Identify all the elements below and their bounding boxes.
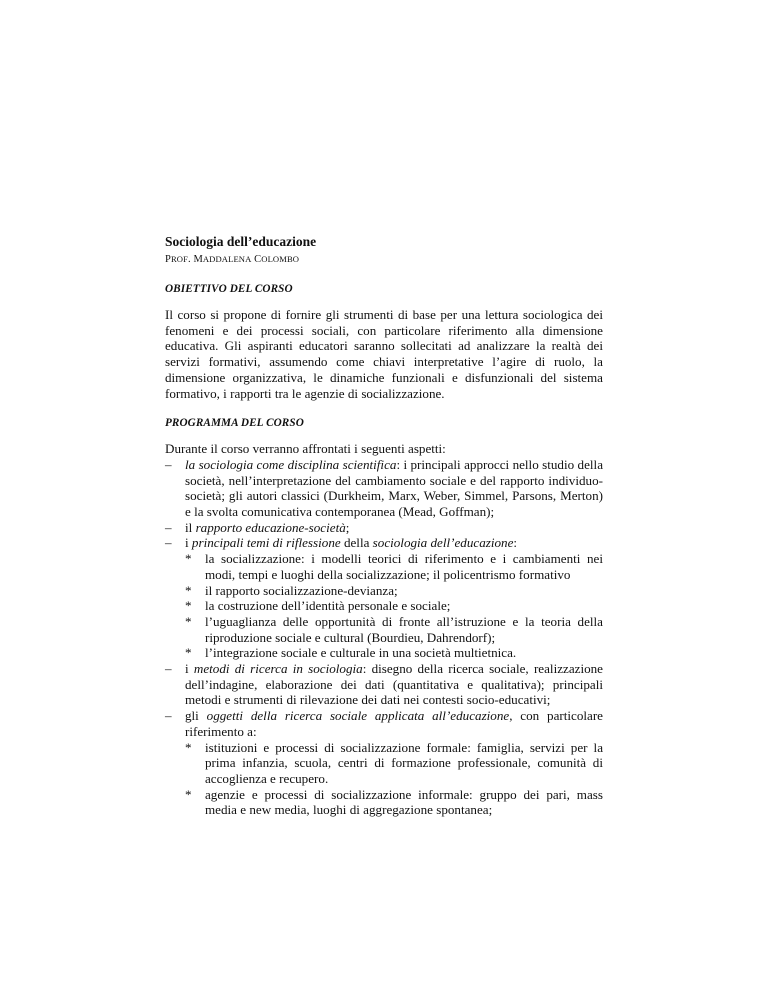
asterisk-bullet: * — [185, 551, 192, 567]
list-item: * il rapporto socializzazione-devianza; — [185, 582, 398, 598]
list-item: * l’uguaglianza delle opportunità di fronte all’istruzione e la teoria della riproduzione sociale e cultural (Bourdieu, Dahrendorf); — [185, 613, 603, 645]
dash-bullet: – — [165, 456, 172, 472]
asterisk-bullet: * — [185, 598, 192, 614]
course-title: Sociologia dell’educazione — [165, 234, 317, 249]
dash-bullet: – — [165, 519, 172, 535]
list-item: * la socializzazione: i modelli teorici di riferimento e i cambiamenti nei modi, tempi e luoghi della socializzazione; il policentrismo formativo — [185, 551, 603, 582]
list-item: * l’integrazione sociale e culturale in una società multietnica. — [185, 645, 517, 661]
asterisk-bullet: * — [185, 613, 192, 629]
list-item: – la sociologia come disciplina scientifica: i principali approcci nello studio della società, nell’interpretazione del cambiamento sociale e del rapporto individuo-società; gli autori classici (Durkheim, Marx, Weber, Simmel, Parsons, Merton) e la svolta comunicativa contemporanea (Mead, Goffman); — [165, 456, 604, 520]
asterisk-bullet: * — [185, 645, 192, 661]
list-item: * agenzie e processi di socializzazione informale: gruppo dei pari, mass media e new media, luoghi di aggregazione spontanea; — [185, 786, 603, 818]
list-item: * la costruzione dell’identità personale e sociale; — [185, 598, 451, 614]
asterisk-bullet: * — [185, 739, 192, 755]
program-list — [165, 457, 603, 818]
list-item: – il rapporto educazione-società; — [165, 519, 350, 535]
list-item: – i principali temi di riflessione della sociologia dell’educazione: * la socializzazione: i modelli teorici di riferimento e i cambiamenti nei modi, tempi e luoghi della socializzazione; il policentrismo formativo * il rapporto socializzazione-devianza; * la costruzione dell’identità personale e sociale; * l’uguaglianza delle opportunità di fronte all’istruzione e la teoria della riproduzione sociale e cultural (Bourdieu, Dahrendorf); * l’integrazione sociale e culturale in una società multietnica. — [165, 535, 603, 661]
objective-heading: OBIETTIVO DEL CORSO — [165, 283, 293, 295]
program-intro: Durante il corso verranno affrontati i seguenti aspetti: — [165, 441, 446, 457]
program-heading: PROGRAMMA DEL CORSO — [165, 417, 304, 430]
objects-sublist — [185, 740, 603, 819]
course-description — [165, 234, 603, 818]
dash-bullet: – — [165, 535, 172, 551]
professor-name: PROF. MADDALENA COLOMBO — [165, 254, 300, 265]
list-item: * istituzioni e processi di socializzazione formale: famiglia, servizi per la prima infanzia, scuola, centri di formazione professionale, comunità di accoglienza e recupero. — [185, 739, 603, 786]
asterisk-bullet: * — [185, 582, 192, 598]
themes-sublist — [185, 551, 603, 661]
list-item: – i metodi di ricerca in sociologia: disegno della ricerca sociale, realizzazione dell’indagine, elaborazione dei dati (quantitativa e qualitativa); principali metodi e strumenti di rilevazione dei dati nei contesti socio-educativi; — [165, 661, 603, 708]
asterisk-bullet: * — [185, 786, 192, 802]
dash-bullet: – — [165, 661, 172, 677]
list-item: – gli oggetti della ricerca sociale applicata all’educazione, con particolare riferimento a: * istituzioni e processi di socializzazione formale: famiglia, servizi per la prima infanzia, scuola, centri di formazione professionale, comunità di accoglienza e recupero. * agenzie e processi di socializzazione informale: gruppo dei pari, mass media e new media, luoghi di aggregazione spontanea; — [165, 708, 603, 818]
dash-bullet: – — [165, 708, 172, 724]
objective-text: Il corso si propone di fornire gli strumenti di base per una lettura sociologica dei fenomeni e dei processi sociali, con particolare riferimento alla dimensione educativa. Gli aspiranti educatori saranno sollecitati ad analizzare la realtà dei servizi formativi, assumendo come chiavi interpretative l’agire di ruolo, la dimensione organizzativa, le dinamiche funzionali e disfunzionali del sistema formativo, i rapporti tra le agenzie di socializzazione. — [165, 307, 603, 401]
